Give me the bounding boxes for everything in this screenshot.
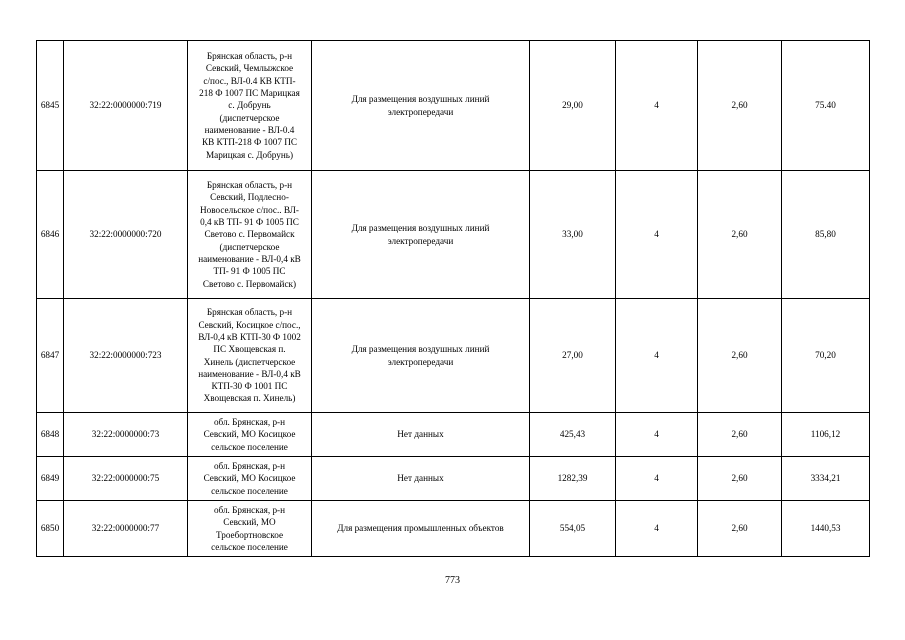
coefficient-value: 4 [616,501,698,557]
table-row [37,41,870,171]
address-cell-line: Светово с. Первомайск) [202,278,297,289]
coefficient-value: 4 [616,171,698,299]
rate-value: 2,60 [698,457,782,501]
purpose-cell-line: Для размещения воздушных линий [351,94,490,105]
address-cell-line: Светово с. Первомайск [204,229,295,240]
address-cell-line: КТП-30 Ф 1001 ПС [211,381,288,392]
purpose-cell-line: электропередачи [387,235,454,246]
address-cell-line: Троебортновское [215,529,284,540]
sum-value: 1440,53 [782,501,870,557]
address-cell-line: Брянская область, р-н [206,180,293,191]
address-cell [188,171,312,299]
coefficient-value: 4 [616,41,698,171]
purpose-cell [312,41,530,171]
sum-value: 3334,21 [782,457,870,501]
address-cell-line: Хинель (диспетчерское [203,356,296,367]
address-cell-line: обл. Брянская, р-н [213,461,286,472]
sum-value: 1106,12 [782,413,870,457]
table-row [37,457,870,501]
address-cell-line: Севский, Косицкое с/пос., [198,319,301,330]
address-cell-line: ВЛ-0,4 кВ КТП-30 Ф 1002 [198,331,301,342]
address-cell-line: с. Добрунь [228,100,271,111]
area-value: 554,05 [530,501,616,557]
purpose-cell [312,501,530,557]
address-cell-line: обл. Брянская, р-н [213,417,286,428]
cadastral-number: 32:22:0000000:719 [64,41,188,171]
area-value: 29,00 [530,41,616,171]
address-cell [188,299,312,413]
cadastral-number: 32:22:0000000:723 [64,299,188,413]
address-cell-line: Севский, Подлесно- [210,192,289,203]
address-cell-line: с/пос., ВЛ-0.4 КВ КТП- [203,75,296,86]
purpose-cell [312,299,530,413]
purpose-cell [312,457,530,501]
purpose-cell [312,413,530,457]
area-value: 27,00 [530,299,616,413]
rate-value: 2,60 [698,501,782,557]
address-cell [188,41,312,171]
sum-value: 70,20 [782,299,870,413]
address-cell-line: Севский, Чемлыжское [205,63,294,74]
row-number: 6847 [37,299,64,413]
address-cell [188,501,312,557]
address-cell-line: 0,4 кВ ТП- 91 Ф 1005 ПС [200,217,299,228]
address-cell-line: обл. Брянская, р-н [213,504,286,515]
area-value: 1282,39 [530,457,616,501]
purpose-cell-line: электропередачи [387,106,454,117]
address-cell-line: Севский, МО [223,517,276,528]
address-cell-line: наименование - ВЛ-0,4 кВ [198,253,301,264]
area-value: 425,43 [530,413,616,457]
address-cell-line: Брянская область, р-н [206,51,293,62]
coefficient-value: 4 [616,299,698,413]
purpose-cell [312,171,530,299]
address-cell-line: наименование - ВЛ-0,4 кВ [198,368,301,379]
cadastral-number: 32:22:0000000:720 [64,171,188,299]
coefficient-value: 4 [616,457,698,501]
row-number: 6845 [37,41,64,171]
rate-value: 2,60 [698,41,782,171]
address-cell-line: сельское поселение [211,485,288,496]
purpose-cell-line: Для размещения воздушных линий [351,223,490,234]
purpose-cell-line: Нет данных [397,473,444,484]
row-number: 6850 [37,501,64,557]
address-cell-line: ТП- 91 Ф 1005 ПС [213,266,286,277]
row-number: 6848 [37,413,64,457]
sum-value: 75.40 [782,41,870,171]
address-cell-line: Севский, МО Косицкое [203,429,296,440]
address-cell-line: наименование - ВЛ-0.4 [204,124,295,135]
area-value: 33,00 [530,171,616,299]
address-cell [188,457,312,501]
address-cell-line: (диспетчерское [219,112,280,123]
land-registry-table [36,40,870,557]
address-cell-line: Брянская область, р-н [206,307,293,318]
table-row [37,501,870,557]
rate-value: 2,60 [698,413,782,457]
sum-value: 85,80 [782,171,870,299]
page-number: 773 [445,575,460,586]
table-row [37,171,870,299]
coefficient-value: 4 [616,413,698,457]
table-row [37,299,870,413]
address-cell-line: (диспетчерское [219,241,280,252]
purpose-cell-line: Для размещения воздушных линий [351,344,490,355]
address-cell-line: КВ КТП-218 Ф 1007 ПС [201,137,298,148]
rate-value: 2,60 [698,299,782,413]
table-row [37,413,870,457]
address-cell-line: сельское поселение [211,441,288,452]
address-cell-line: Хвощевская п. Хинель) [203,393,296,404]
cadastral-number: 32:22:0000000:75 [64,457,188,501]
address-cell-line: ПС Хвощевская п. [213,344,286,355]
address-cell-line: Севский, МО Косицкое [203,473,296,484]
rate-value: 2,60 [698,171,782,299]
address-cell [188,413,312,457]
address-cell-line: Новосельское с/пос.. ВЛ- [200,204,299,215]
cadastral-number: 32:22:0000000:77 [64,501,188,557]
row-number: 6849 [37,457,64,501]
purpose-cell-line: Для размещения промышленных объектов [337,523,504,534]
address-cell-line: Марицкая с. Добрунь) [205,149,294,160]
address-cell-line: сельское поселение [211,541,288,552]
cadastral-number: 32:22:0000000:73 [64,413,188,457]
address-cell-line: 218 Ф 1007 ПС Марицкая [199,88,300,99]
row-number: 6846 [37,171,64,299]
purpose-cell-line: Нет данных [397,429,444,440]
purpose-cell-line: электропередачи [387,356,454,367]
